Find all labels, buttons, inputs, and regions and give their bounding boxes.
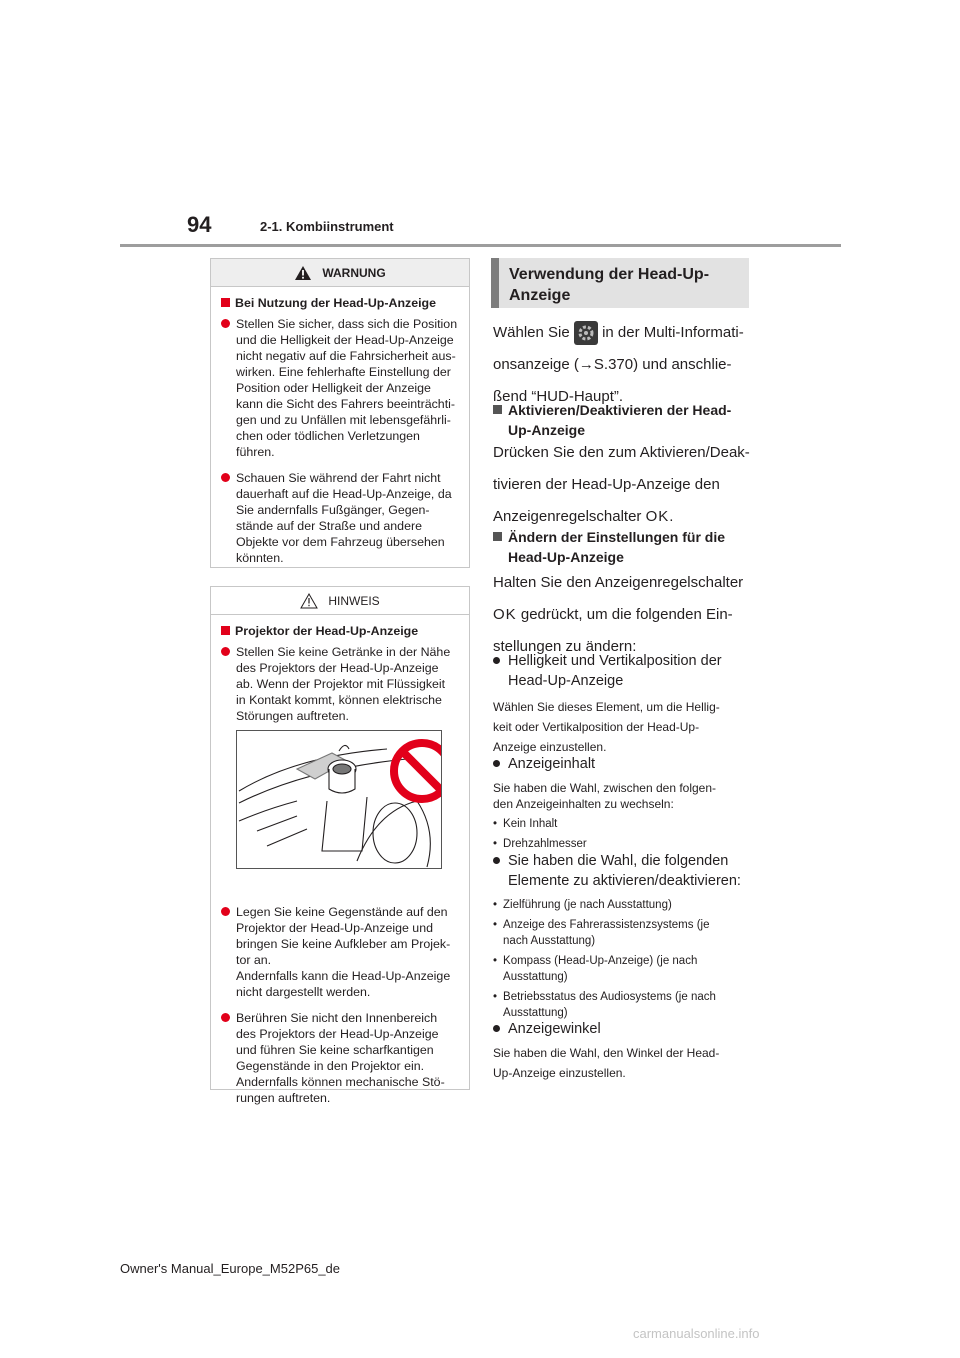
warning-box bbox=[210, 258, 470, 568]
usage-title-line: Anzeige bbox=[509, 287, 571, 304]
square-bullet-icon bbox=[493, 405, 502, 414]
square-bullet-icon bbox=[221, 298, 230, 307]
activate-paragraph bbox=[493, 440, 753, 530]
watermark: carmanualsonline.info bbox=[633, 1326, 760, 1341]
list-item bbox=[221, 470, 459, 566]
intro-text: ßend “HUD-Haupt”. bbox=[493, 388, 624, 405]
section-title: 2-1. Kombiinstrument bbox=[260, 219, 394, 234]
list-item bbox=[221, 1010, 459, 1106]
usage-title-line: Verwendung der Head-Up- bbox=[509, 266, 710, 283]
bullet-icon bbox=[493, 1025, 500, 1032]
list-item: • Anzeige des Fahrerassistenzsystems (je nach Ausstattung) bbox=[493, 919, 710, 947]
paragraph-line: stellungen zu ändern: bbox=[493, 638, 637, 655]
notice-bullet-text: Legen Sie keine Gegenstände auf den Projektor der Head-Up-Anzeige und bringen Sie keine Aufkleber am Projek- tor an. Andernfalls kann die Head-Up-Anzeige nicht dargestellt werden. bbox=[236, 905, 451, 999]
dashboard-projector-illustration bbox=[236, 730, 442, 869]
gear-icon bbox=[574, 321, 598, 345]
paragraph-line: Anzeigenregelschalter bbox=[493, 508, 642, 525]
list-item-text: Drehzahlmesser bbox=[503, 838, 587, 850]
setting-content bbox=[493, 754, 753, 852]
paragraph-line: tivieren der Head-Up-Anzeige den bbox=[493, 476, 720, 493]
subsection-settings bbox=[493, 527, 753, 567]
setting-description: Sie haben die Wahl, zwischen den folgen- den Anzeigeinhalten zu wechseln: bbox=[493, 781, 717, 811]
setting-title: Head-Up-Anzeige bbox=[508, 673, 624, 689]
warning-heading-text: Bei Nutzung der Head-Up-Anzeige bbox=[235, 296, 437, 310]
usage-intro bbox=[493, 320, 753, 410]
square-bullet-icon bbox=[221, 626, 230, 635]
setting-description: keit oder Vertikalposition der Head-Up- bbox=[493, 720, 700, 734]
paragraph-line: . bbox=[669, 508, 674, 525]
warning-subheading bbox=[221, 295, 459, 311]
setting-title: Anzeigeinhalt bbox=[508, 756, 596, 772]
setting-title: Helligkeit und Vertikalposition der bbox=[508, 653, 722, 669]
list-item bbox=[221, 904, 459, 1000]
notice-heading-text: Projektor der Head-Up-Anzeige bbox=[235, 624, 419, 638]
setting-brightness bbox=[493, 651, 753, 757]
notice-label: HINWEIS bbox=[328, 593, 380, 608]
notice-bullet-text: Berühren Sie nicht den Innenbereich des Projektors der Head-Up-Anzeige und führen Sie keine scharfkantigen Gegenstände in den Projektor ein. Andernfalls können mechanische Stö- rungen auftreten. bbox=[236, 1011, 445, 1105]
list-item-text: Betriebsstatus des Audiosystems (je nach Ausstattung) bbox=[503, 991, 716, 1019]
list-item: • Zielführung (je nach Ausstattung) bbox=[493, 899, 672, 911]
intro-text: onsanzeige ( bbox=[493, 356, 579, 373]
setting-title: Elemente zu aktivieren/deaktivieren: bbox=[508, 873, 741, 889]
subsection-activate bbox=[493, 400, 753, 440]
bullet-icon bbox=[221, 647, 230, 656]
setting-title: Sie haben die Wahl, die folgenden bbox=[508, 853, 729, 869]
paragraph-line: Halten Sie den Anzeigenregelschalter bbox=[493, 574, 744, 591]
list-item-text: Anzeige des Fahrerassistenzsystems (je nach Ausstattung) bbox=[503, 919, 710, 947]
bullet-icon bbox=[493, 760, 500, 767]
footer-manual-id: Owner's Manual_Europe_M52P65_de bbox=[120, 1261, 341, 1276]
subsection-title: Head-Up-Anzeige bbox=[508, 549, 624, 565]
setting-description: Wählen Sie dieses Element, um die Hellig- bbox=[493, 700, 720, 714]
ok-switch-icon: OK bbox=[645, 508, 670, 525]
bullet-icon bbox=[221, 473, 230, 482]
bullet-icon bbox=[221, 1013, 230, 1022]
setting-description: Sie haben die Wahl, den Winkel der Head- bbox=[493, 1046, 720, 1060]
paragraph-line: gedrückt, um die folgenden Ein- bbox=[520, 606, 733, 623]
setting-description: Anzeige einzustellen. bbox=[493, 740, 607, 754]
list-item-text: Kein Inhalt bbox=[503, 818, 558, 830]
subsection-title: Aktivieren/Deaktivieren der Head- bbox=[508, 402, 732, 418]
intro-text: Wählen Sie bbox=[493, 324, 570, 341]
warning-header bbox=[211, 259, 469, 287]
warning-icon bbox=[294, 265, 312, 281]
list-item bbox=[221, 644, 459, 724]
page-reference: S.370) und anschlie- bbox=[593, 356, 732, 373]
bullet-icon bbox=[221, 907, 230, 916]
usage-section-header bbox=[491, 258, 749, 308]
bullet-icon bbox=[493, 857, 500, 864]
caution-icon bbox=[300, 593, 318, 609]
page-number: 94 bbox=[187, 212, 212, 237]
settings-paragraph bbox=[493, 570, 753, 660]
list-item: • Kein Inhalt bbox=[493, 818, 558, 830]
bullet-icon bbox=[493, 657, 500, 664]
list-item: • Betriebsstatus des Audiosystems (je nach Ausstattung) bbox=[493, 991, 716, 1019]
setting-elements bbox=[493, 851, 753, 1021]
setting-description: Up-Anzeige einzustellen. bbox=[493, 1066, 626, 1080]
paragraph-line: Drücken Sie den zum Aktivieren/Deak- bbox=[493, 444, 750, 461]
ok-switch-icon: OK bbox=[493, 606, 517, 623]
square-bullet-icon bbox=[493, 532, 502, 541]
list-item-text: Kompass (Head-Up-Anzeige) (je nach Ausstattung) bbox=[503, 955, 698, 983]
warning-bullet-text: Schauen Sie während der Fahrt nicht dauerhaft auf die Head-Up-Anzeige, da Sie andernfalls Fußgänger, Gegen- stände auf der Straße und andere Objekte vor dem Fahrzeug übersehen könnten. bbox=[236, 471, 452, 565]
setting-title: Anzeigewinkel bbox=[508, 1021, 601, 1037]
arrow-icon: → bbox=[578, 356, 594, 373]
setting-angle bbox=[493, 1019, 753, 1083]
warning-bullet-text: Stellen Sie sicher, dass sich die Position und die Helligkeit der Head-Up-Anzeige nicht negativ auf die Fahrsicherheit aus- wirken. Eine fehlerhafte Einstellung der Position oder Helligkeit der Anzeige kann die Sicht des Fahrers beeinträchti- gen und zu Unfällen mit lebensgefährli- chen oder tödlichen Verletzungen führen. bbox=[236, 317, 458, 459]
warning-label: WARNUNG bbox=[322, 265, 386, 280]
notice-bullet-text: Stellen Sie keine Getränke in der Nähe des Projektors der Head-Up-Anzeige ab. Wenn der Projektor mit Flüssigkeit in Kontakt kommt, können elektrische Störungen auftreten. bbox=[236, 645, 451, 723]
list-item-text: Zielführung (je nach Ausstattung) bbox=[503, 899, 672, 911]
subsection-title: Up-Anzeige bbox=[508, 422, 585, 438]
header-rule bbox=[120, 244, 841, 247]
list-item bbox=[221, 316, 459, 460]
notice-subheading bbox=[221, 623, 459, 639]
bullet-icon bbox=[221, 319, 230, 328]
intro-text: in der Multi-Informati- bbox=[602, 324, 744, 341]
notice-header bbox=[211, 587, 469, 615]
list-item: • Drehzahlmesser bbox=[493, 838, 587, 850]
subsection-title: Ändern der Einstellungen für die bbox=[508, 529, 726, 545]
list-item: • Kompass (Head-Up-Anzeige) (je nach Ausstattung) bbox=[493, 955, 698, 983]
